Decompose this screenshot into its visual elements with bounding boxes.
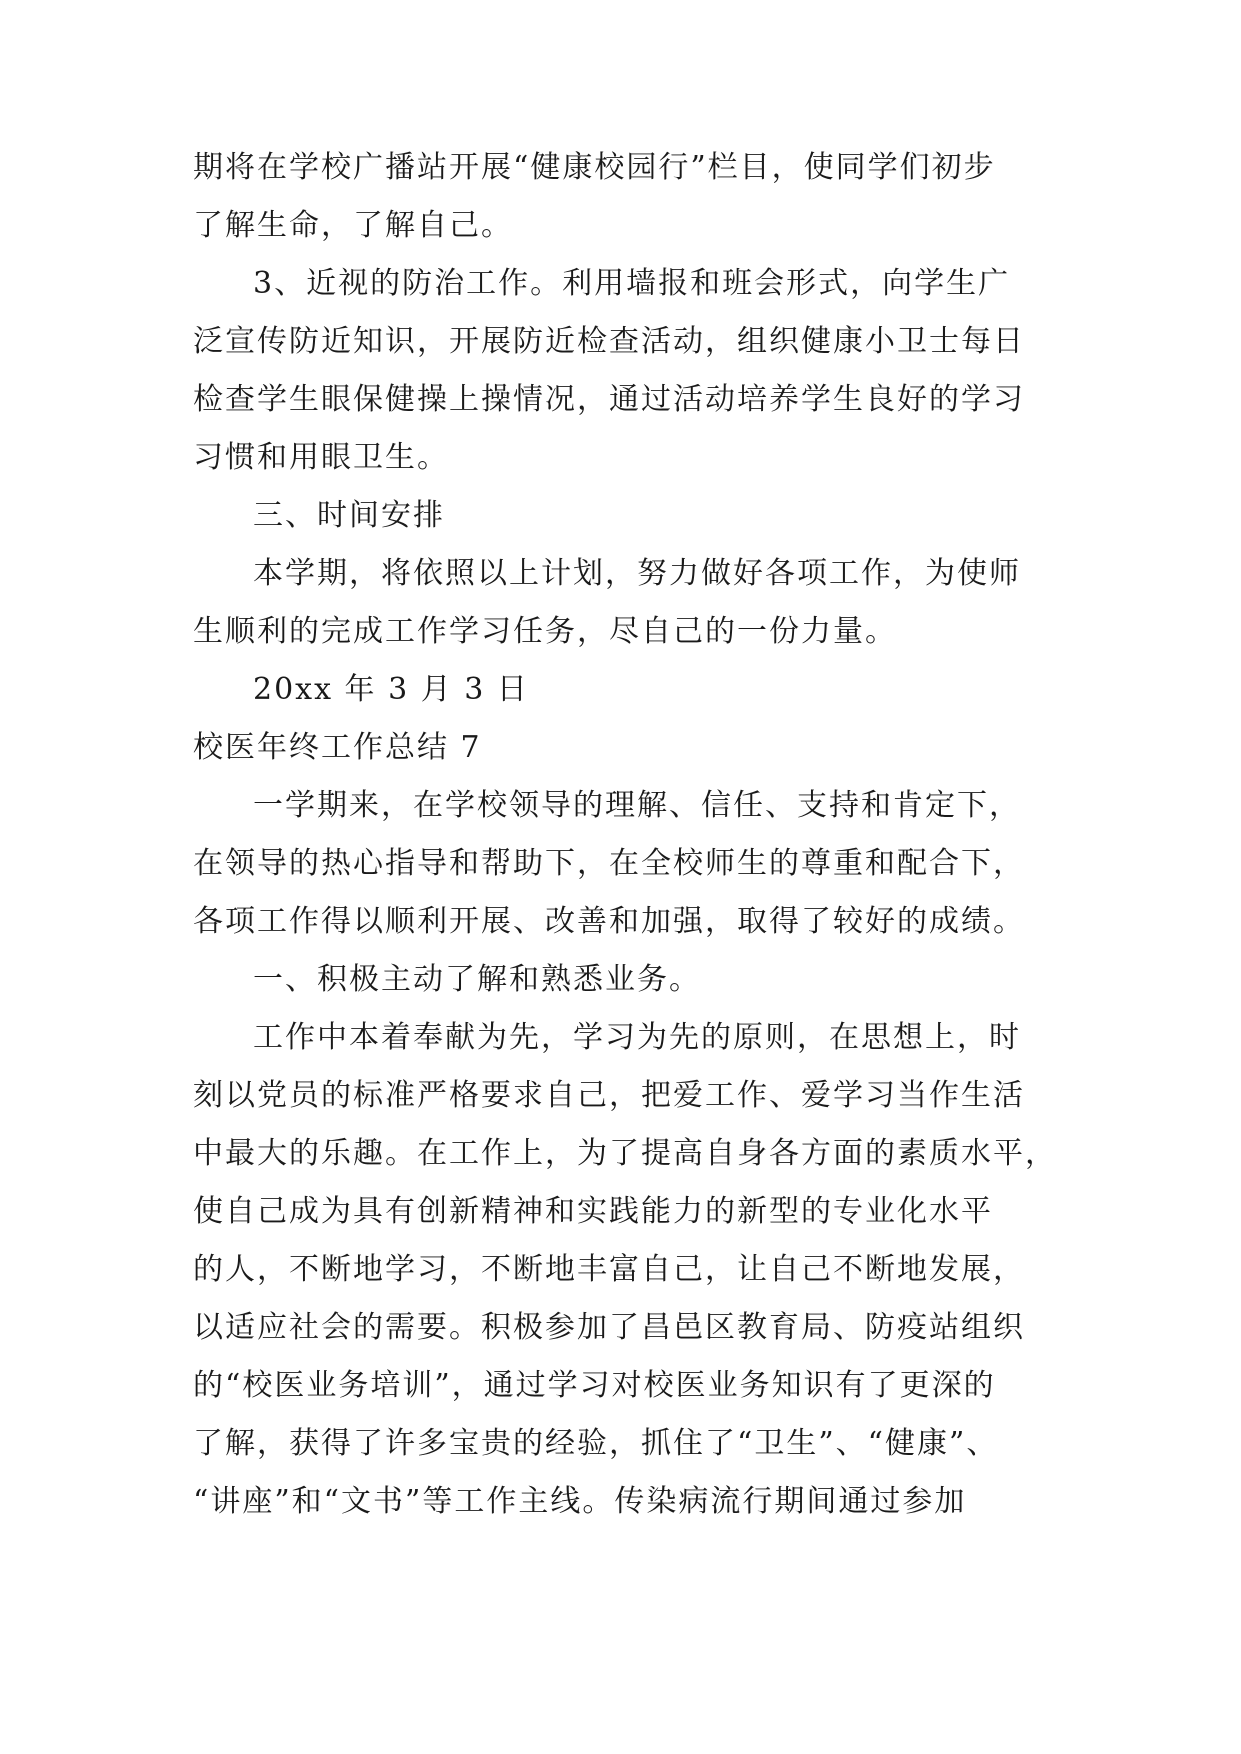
paragraph-semester-plan: 本学期，将依照以上计划，努力做好各项工作，为使师 [253, 556, 1021, 591]
section-heading-schedule: 三、时间安排 [253, 498, 445, 533]
text-line-14: 各项工作得以顺利开展、改善和加强，取得了较好的成绩。 [193, 904, 1025, 939]
text-line-24: “讲座”和“文书”等工作主线。传染病流行期间通过参加 [193, 1484, 967, 1519]
paragraph-myopia-prevention: 3、近视的防治工作。利用墙报和班会形式，向学生广 [253, 266, 1011, 301]
text-line-9: 生顺利的完成工作学习任务，尽自己的一份力量。 [193, 614, 897, 649]
text-line-17: 刻以党员的标准严格要求自己，把爱工作、爱学习当作生活 [193, 1078, 1025, 1113]
text-line-1: 期将在学校广播站开展“健康校园行”栏目，使同学们初步 [193, 150, 996, 185]
paragraph-work-principles: 工作中本着奉献为先，学习为先的原则，在思想上，时 [253, 1020, 1021, 1055]
text-line-13: 在领导的热心指导和帮助下，在全校师生的尊重和配合下， [193, 846, 1025, 881]
document-date: 20xx 年 3 月 3 日 [253, 672, 529, 707]
text-line-5: 检查学生眼保健操上操情况，通过活动培养学生良好的学习 [193, 382, 1025, 417]
text-line-23: 了解，获得了许多宝贵的经验，抓住了“卫生”、“健康”、 [193, 1426, 999, 1461]
text-line-6: 习惯和用眼卫生。 [193, 440, 449, 475]
text-line-21: 以适应社会的需要。积极参加了昌邑区教育局、防疫站组织 [193, 1310, 1025, 1345]
text-line-18: 中最大的乐趣。在工作上，为了提高自身各方面的素质水平， [193, 1136, 1057, 1171]
text-line-19: 使自己成为具有创新精神和实践能力的新型的专业化水平 [193, 1194, 993, 1229]
text-line-4: 泛宣传防近知识，开展防近检查活动，组织健康小卫士每日 [193, 324, 1025, 359]
text-line-22: 的“校医业务培训”，通过学习对校医业务知识有了更深的 [193, 1368, 996, 1403]
text-line-2: 了解生命，了解自己。 [193, 208, 513, 243]
document-title: 校医年终工作总结 7 [193, 730, 482, 765]
section-heading-business: 一、积极主动了解和熟悉业务。 [253, 962, 701, 997]
text-line-20: 的人，不断地学习，不断地丰富自己，让自己不断地发展， [193, 1252, 1025, 1287]
paragraph-intro: 一学期来，在学校领导的理解、信任、支持和肯定下， [253, 788, 1021, 823]
